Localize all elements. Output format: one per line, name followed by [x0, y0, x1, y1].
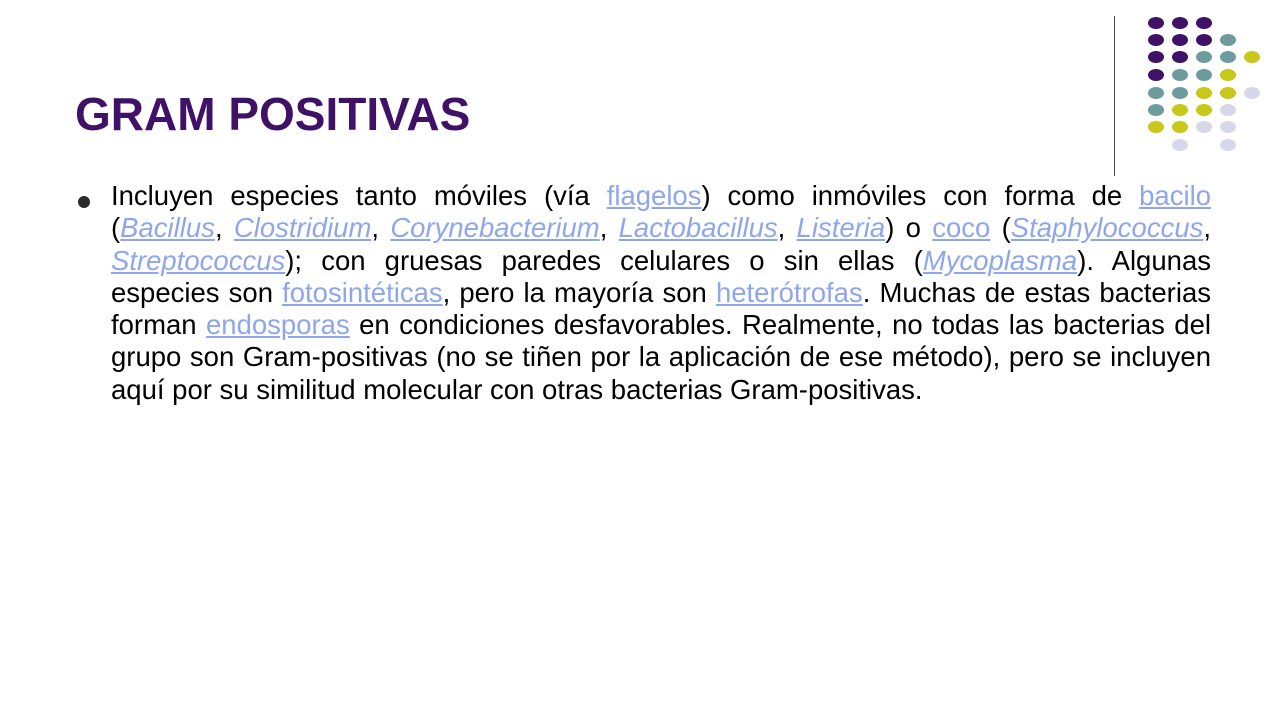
link-coco[interactable]: coco	[932, 212, 991, 244]
body-text-segment: ) como inmóviles con forma de	[701, 180, 1140, 211]
decorative-dot	[1244, 87, 1260, 99]
body-text-segment: ) o	[885, 212, 933, 244]
link-lactobacillus[interactable]: Lactobacillus	[618, 212, 778, 244]
decorative-dot	[1148, 87, 1164, 99]
decorative-dot	[1196, 34, 1212, 46]
link-mycoplasma[interactable]: Mycoplasma	[922, 244, 1078, 276]
decorative-dot	[1148, 17, 1164, 29]
decorative-dot	[1196, 69, 1212, 81]
body-text-segment: en condiciones desfavorables. Realmente, no todas las bacterias del grupo son Gram-positivas (no se tiñen por la aplicación de ese método), pero se incluyen aquí por su similitud molecular con otras bacterias Gram-positivas.	[111, 309, 1211, 405]
link-endosporas[interactable]: endosporas	[206, 309, 350, 341]
decorative-dot	[1220, 69, 1236, 81]
decorative-dot	[1172, 69, 1188, 81]
body-text-segment: ,	[599, 212, 619, 244]
body-text-segment: ,	[214, 212, 234, 244]
link-heterotrofas[interactable]: heterótrofas	[715, 276, 863, 308]
body-text-segment: ,	[1203, 212, 1211, 244]
body-text-segment: . Muchas de estas bacterias forman	[111, 276, 1211, 341]
decorative-dot	[1196, 51, 1212, 63]
body-text-segment: ,	[371, 212, 391, 244]
body-text-segment: Incluyen especies tanto móviles (vía	[111, 180, 607, 211]
decorative-dot	[1172, 104, 1188, 116]
decorative-dot	[1172, 17, 1188, 29]
body-text-segment: ,	[777, 212, 797, 244]
body-text-segment: ); con gruesas paredes celulares o sin ellas (	[285, 244, 923, 276]
link-corynebacterium[interactable]: Corynebacterium	[390, 212, 600, 244]
decorative-dot	[1148, 69, 1164, 81]
decorative-dot	[1220, 34, 1236, 46]
bullet-icon	[78, 196, 90, 208]
body-text-segment: (	[111, 212, 121, 244]
link-clostridium[interactable]: Clostridium	[233, 212, 372, 244]
decorative-dot	[1220, 104, 1236, 116]
decorative-dot	[1148, 51, 1164, 63]
decorative-dot	[1244, 51, 1260, 63]
decorative-dot	[1220, 51, 1236, 63]
decorative-dot	[1148, 121, 1164, 133]
decorative-dot	[1172, 139, 1188, 151]
vertical-divider	[1114, 16, 1115, 176]
link-listeria[interactable]: Listeria	[796, 212, 886, 244]
slide-title: GRAM POSITIVAS	[75, 88, 471, 140]
body-text-segment: ). Algunas especies son	[111, 244, 1211, 308]
body-paragraph	[111, 180, 1211, 406]
decorative-dot	[1220, 139, 1236, 151]
decorative-dot	[1196, 17, 1212, 29]
body-text-segment: , pero la mayoría son	[442, 276, 716, 308]
body-text-segment: (	[990, 212, 1011, 244]
decorative-dot	[1148, 34, 1164, 46]
link-streptococcus[interactable]: Streptococcus	[111, 244, 286, 276]
decorative-dot	[1196, 121, 1212, 133]
link-flagelos[interactable]: flagelos	[606, 180, 702, 211]
decorative-dot	[1172, 87, 1188, 99]
link-bacillus[interactable]: Bacillus	[120, 212, 215, 244]
decorative-dot	[1172, 51, 1188, 63]
decorative-dot	[1220, 87, 1236, 99]
decorative-dot	[1172, 121, 1188, 133]
link-bacilo[interactable]: bacilo	[1139, 180, 1211, 211]
link-staphylococcus[interactable]: Staphylococcus	[1010, 212, 1204, 244]
decorative-dot	[1220, 121, 1236, 133]
decorative-dot	[1172, 34, 1188, 46]
decorative-dot	[1148, 104, 1164, 116]
link-fotosinteticas[interactable]: fotosintéticas	[282, 276, 443, 308]
decorative-dot	[1196, 104, 1212, 116]
decorative-dot	[1196, 87, 1212, 99]
